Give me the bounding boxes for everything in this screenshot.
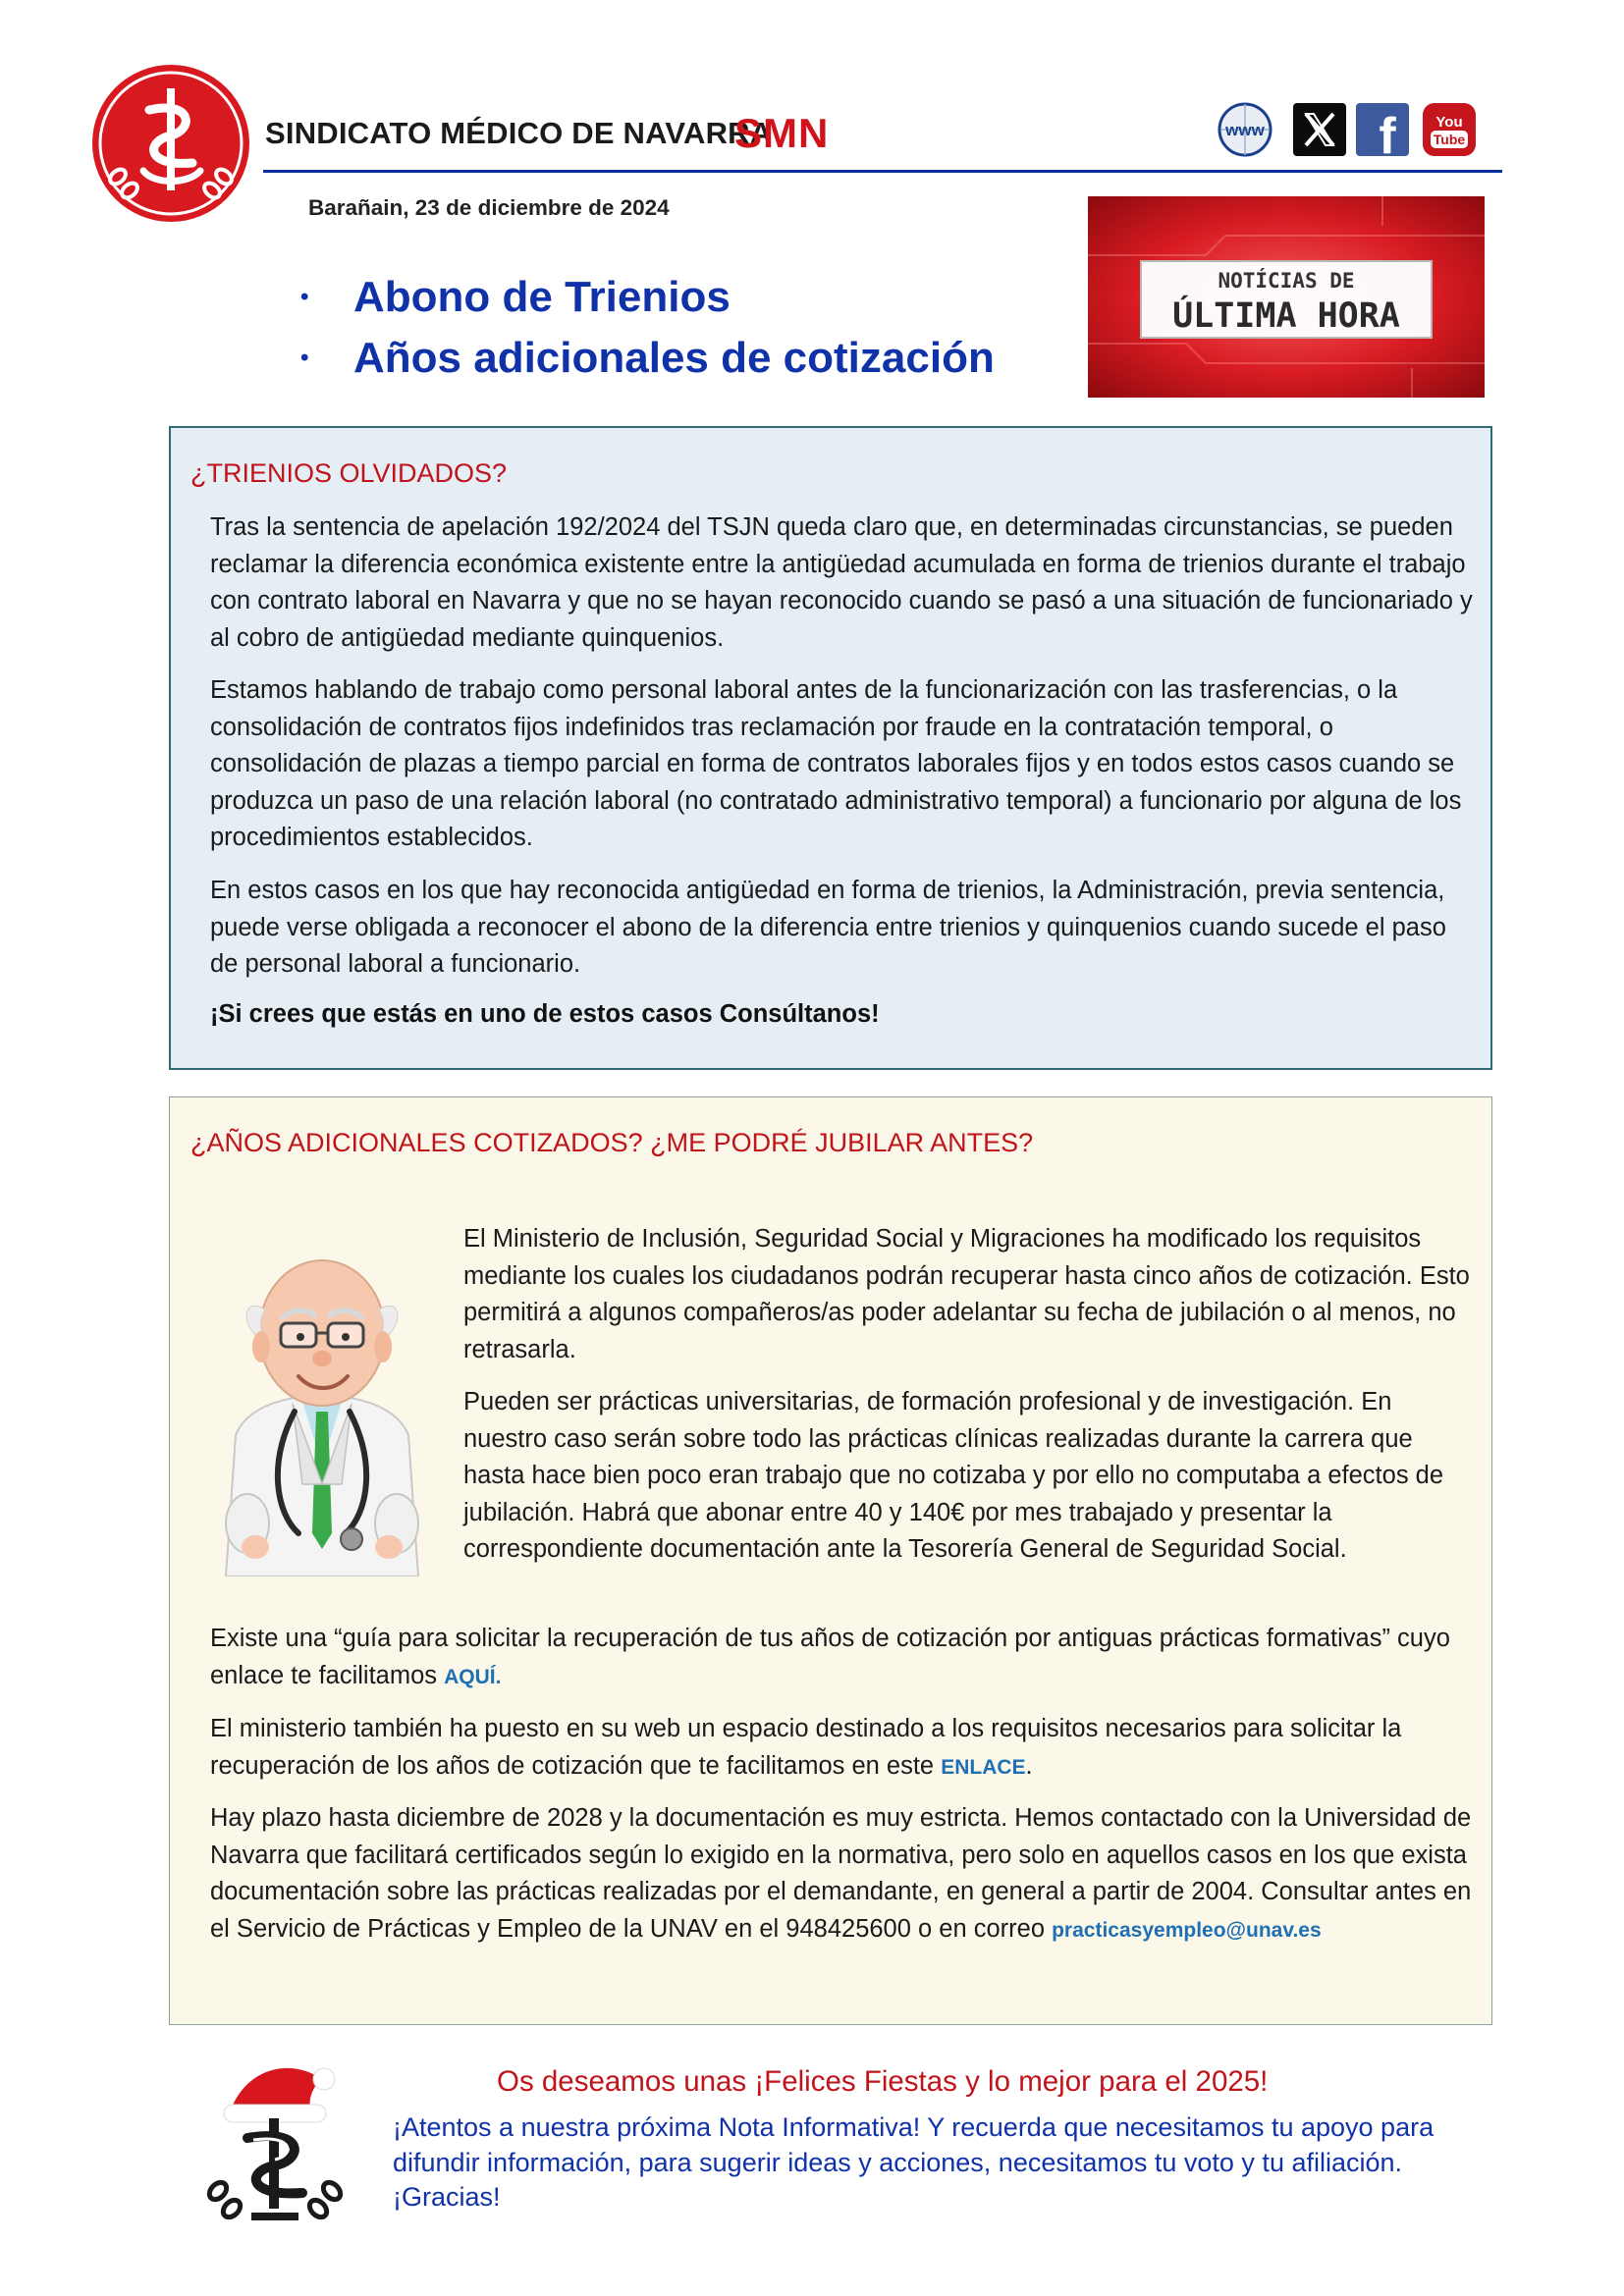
website-icon-label: www xyxy=(1225,121,1265,139)
section-title: ¿TRIENIOS OLVIDADOS? xyxy=(190,458,508,488)
facebook-icon-label: f xyxy=(1379,108,1396,157)
closing-message: ¡Atentos a nuestra próxima Nota Informativa! Y recuerda que necesitamos tu apoyo para difundir información, para sugerir ideas y acciones, necesitamos tu voto y tu afiliación. ¡Gracias! xyxy=(393,2112,1435,2212)
facebook-icon[interactable] xyxy=(1355,102,1410,157)
section-paragraph xyxy=(210,1711,1477,1786)
section-paragraph: El Ministerio de Inclusión, Seguridad Social y Migraciones ha modificado los requisitos mediante los cuales los ciudadanos podrán recuperar hasta cinco años de cotización. Esto permitirá a algunos compañeros/as poder adelantar su fecha de jubilación o al menos, no retrasarla. xyxy=(463,1225,1470,1363)
email-link[interactable]: practicasyempleo@unav.es xyxy=(1052,1918,1322,1942)
deadline-text: Hay plazo hasta diciembre de 2028 y la documentación es muy estricta. Hemos contactado con la Universidad de Navarra que facilitará certificados según lo exigido en la normativa, pero solo en aquellos casos en los que exista documentación sobre las prácticas realizadas por el demandante, en general a partir de 2004. Consultar antes en el Servicio de Prácticas y Empleo de la UNAV en el 948425600 o en correo xyxy=(210,1804,1472,1943)
x-twitter-icon[interactable] xyxy=(1292,102,1347,157)
organization-name: SINDICATO MÉDICO DE NAVARRA xyxy=(265,116,773,150)
holiday-greeting: Os deseamos unas ¡Felices Fiestas y lo mejor para el 2025! xyxy=(497,2065,1269,2098)
website-icon[interactable] xyxy=(1218,102,1272,157)
section-paragraph xyxy=(210,1800,1477,1949)
section-paragraph: En estos casos en los que hay reconocida antigüedad en forma de trienios, la Administración, previa sentencia, puede verse obligada a reconocer el abono de la diferencia entre trienios y quinquenios cuando sucede el paso de personal laboral a funcionario. xyxy=(210,877,1446,978)
guide-text: Existe una “guía para solicitar la recuperación de tus años de cotización por antiguas prácticas formativas” cuyo enlace te facilitamos xyxy=(210,1625,1450,1689)
doctor-illustration xyxy=(208,1239,436,1576)
banner-line2: ÚLTIMA HORA xyxy=(1172,296,1400,336)
section-paragraph: Estamos hablando de trabajo como personal laboral antes de la funcionarización con las trasferencias, o la consolidación de contratos fijos indefinidos tras reclamación por fraude en la contratación temporal, o consolidación de plazas a tiempo parcial en forma de contratos laborales fijos y en todos estos casos cuando se produzca un paso de una relación laboral (no contratado administrativo temporal) a funcionario por alguna de los procedimientos establecidos. xyxy=(210,676,1462,851)
youtube-icon-label-bottom: Tube xyxy=(1433,132,1466,147)
guide-link[interactable]: AQUÍ. xyxy=(444,1665,502,1688)
section-paragraph: Tras la sentencia de apelación 192/2024 del TSJN queda claro que, en determinadas circunstancias, se pueden reclamar la diferencia económica existente entre la antigüedad acumulada en forma de trienios durante el trabajo con contrato laboral en Navarra y que no se hayan reconocido cuando se pasó a una situación de funcionariado y al cobro de antigüedad mediante quinquenios. xyxy=(210,513,1473,652)
header-divider xyxy=(263,170,1502,173)
youtube-icon[interactable] xyxy=(1422,102,1477,157)
headline-item: • Abono de Trienios xyxy=(300,267,995,328)
section-paragraph xyxy=(210,1621,1477,1695)
section-paragraph: Pueden ser prácticas universitarias, de formación profesional y de investigación. En nuestro caso serán sobre todo las prácticas clínicas realizadas durante la carrera que hasta hace bien poco eran trabajo que no cotizaba y por ello no computaba a efectos de jubilación. Habrá que abonar entre 40 y 140€ por mes trabajado y presentar la correspondiente documentación ante la Tesorería General de Seguridad Social. xyxy=(463,1388,1444,1563)
call-to-action: ¡Si crees que estás en uno de estos casos Consúltanos! xyxy=(210,1000,880,1028)
youtube-icon-label-top: You xyxy=(1435,114,1463,131)
section-title: ¿AÑOS ADICIONALES COTIZADOS? ¿ME PODRÉ JUBILAR ANTES? xyxy=(190,1128,1034,1157)
organization-abbreviation: SMN xyxy=(734,110,830,156)
ministry-text-end: . xyxy=(1025,1751,1033,1780)
smn-logo xyxy=(84,61,259,224)
christmas-logo xyxy=(196,2054,353,2232)
dateline: Barañain, 23 de diciembre de 2024 xyxy=(308,195,670,220)
banner-line1: NOTÍCIAS DE xyxy=(1218,269,1355,293)
headline-item: • Años adicionales de cotización xyxy=(300,328,995,389)
ministry-link[interactable]: ENLACE xyxy=(941,1755,1026,1779)
breaking-news-banner xyxy=(1088,196,1485,398)
ministry-text: El ministerio también ha puesto en su web un espacio destinado a los requisitos necesarios para solicitar la recuperación de los años de cotización que te facilitamos en este xyxy=(210,1715,1402,1780)
headline-list xyxy=(300,267,995,389)
